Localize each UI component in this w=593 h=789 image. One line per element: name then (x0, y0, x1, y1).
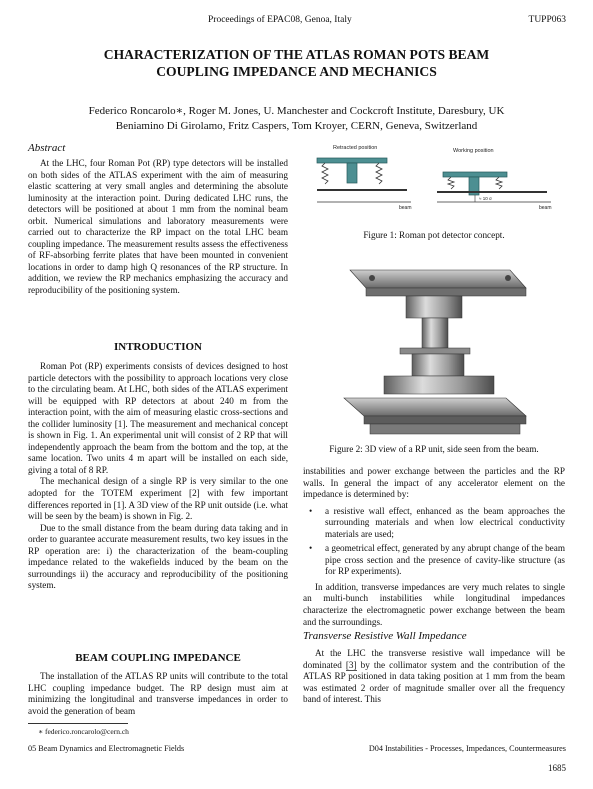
retracted-base (317, 189, 407, 191)
resistive-wall-text-start: At the LHC the transverse resistive wall impedance will be dominated (303, 648, 565, 670)
figure-2-caption: Figure 2: 3D view of a RP unit, side seen from the beam. (329, 444, 539, 454)
impedance-effects-list (303, 506, 565, 578)
title-line-2: COUPLING IMPEDANCE AND MECHANICS (156, 64, 437, 79)
authors-line-1: Federico Roncarolo∗, Roger M. Jones, U. Manchester and Cockcroft Institute, Daresbury, UK (88, 105, 505, 117)
beam-coupling-text (28, 671, 288, 717)
title-line-1: CHARACTERIZATION OF THE ATLAS ROMAN POTS BEAM (103, 47, 490, 62)
retracted-spring-right (376, 163, 382, 184)
introduction-heading: INTRODUCTION (113, 341, 202, 353)
page-number: 1685 (548, 763, 566, 773)
beam-label-left: beam (399, 205, 412, 211)
beam-label-right: beam (539, 205, 552, 211)
footer-left: 05 Beam Dynamics and Electromagnetic Fields (28, 744, 185, 753)
beam-coupling-heading: BEAM COUPLING IMPEDANCE (75, 652, 241, 664)
running-header: Proceedings of EPAC08, Genoa, Italy (208, 15, 352, 25)
list-item-resistive-wall: • a resistive wall effect, enhanced as the beam approaches the surrounding materials and when low electrical conductivity materials are used; (309, 506, 565, 541)
working-label: Working position (453, 148, 494, 154)
retracted-pot-plate (317, 158, 387, 163)
abstract-paragraph: At the LHC, four Roman Pot (RP) type detectors will be installed on both sides of the ATLAS experiment with the aim of measuring elastic scattering at very small angles and determining the absolute luminosity at the interaction point. During dedicated LHC runs, the detectors will be positioned at about 1 mm from the nominal beam orbit. Numerical simulations and laboratory measurements were carried out to characterize the RP impact on the total LHC beam coupling impedance. The measurement results assess the effectiveness of RF-absorbing ferrite plates that have been mounted in convenient locations in order to damp high Q resonances of the RP structure. In addition, we review the RP mechanics emphasizing the accuracy and reproducibility of the positioning system. (28, 158, 288, 296)
paper-title (60, 46, 533, 80)
resistive-wall-text (303, 648, 565, 706)
distance-label: ≈ 10 σ (479, 196, 492, 201)
rp-unit-3d-view (330, 258, 540, 438)
resistive-wall-subheading: Transverse Resistive Wall Impedance (303, 630, 467, 642)
bottom-plate-edge (364, 416, 526, 424)
reference-3-link[interactable]: [3] (345, 659, 357, 670)
impedance-intro-paragraph: instabilities and power exchange between the particles and the RP walls. In general the impact of any accelerator element on the impedance is determined by: (303, 466, 565, 500)
abstract-text (28, 158, 288, 297)
beam-coupling-paragraph: The installation of the ATLAS RP units will contribute to the total LHC coupling impedance budget. The RP design must aim at minimizing the longitudinal and transverse impedances in order to avoid the generation of beam (28, 671, 288, 716)
intro-paragraph-2: The mechanical design of a single RP is very similar to the one adopted for the TOTEM experiment [2] with few important differences reported in [1]. A 3D view of the RP unit outside (i.e. what will be seen by the beam) is shown in Fig. 2. (28, 476, 288, 522)
working-spring-right (496, 177, 502, 189)
paper-code: TUPP063 (528, 15, 566, 25)
working-spring-left (448, 177, 454, 189)
footnote-rule (28, 723, 128, 724)
footnote: ∗ federico.roncarolo@cern.ch (38, 727, 129, 736)
retracted-spring-left (322, 163, 328, 184)
right-column-text (303, 466, 565, 628)
lower-cylinder (384, 376, 494, 394)
top-stem (422, 318, 448, 348)
working-pot-plate (443, 172, 507, 177)
authors-line-2: Beniamino Di Girolamo, Fritz Caspers, Tom Kroyer, CERN, Geneva, Switzerland (115, 120, 478, 132)
bottom-plate (344, 398, 526, 416)
retracted-pot-stem (347, 163, 357, 183)
resistive-wall-text-end: by the collimator system and the contribution of the ATLAS RP positioned in data taking position at 1 mm from the beam was estimated 2 order of magnitude smaller over all the frequency band of interest. This (303, 659, 565, 705)
introduction-text (28, 361, 288, 592)
impedance-summary-paragraph: In addition, transverse impedances are very much relates to single an multi-bunch instabilities while longitudinal impedances characterize the electromagnetic power exchange between the beam and the surroundings. (303, 581, 565, 627)
author-list (40, 104, 553, 134)
top-bellows (406, 296, 462, 318)
intro-paragraph-1: Roman Pot (RP) experiments consists of devices designed to host particle detectors with the possibility to approach locations very close to the circulating beam. At LHC, both sides of the ATLAS experiment will be equipped with RP detectors at about 240 m from the interaction point, with the aim of measuring elastic cross-sections and the collider luminosity [1]. The measurement and mechanical concept is shown in Fig. 1. An experimental unit will consist of 2 RP that will independently approach the beam from the bottom and the top, at the same location. Two units 4 m apart will be installed on each side, giving a total of 8 RP. (28, 361, 288, 475)
bottom-support (370, 424, 520, 434)
intro-paragraph-3: Due to the small distance from the beam during data taking and in order to guarantee accurate measurement results, two key issues in the RP operation are: i) the characterization of the beam-coupling impedance related to the wakefields induced by the beam on the surroundings ii) the accuracy and reproducibility of the positioning system. (28, 522, 288, 591)
top-plate (350, 270, 526, 288)
retracted-label: Retracted position (333, 145, 378, 151)
working-base (437, 191, 547, 193)
figure-1-caption: Figure 1: Roman pot detector concept. (363, 230, 505, 240)
central-flange (400, 348, 470, 354)
top-right-hole (505, 275, 511, 281)
abstract-heading: Abstract (28, 142, 66, 154)
central-chamber (412, 354, 464, 376)
top-left-hole (369, 275, 375, 281)
footer-right: D04 Instabilities - Processes, Impedances, Countermeasures (368, 744, 566, 753)
roman-pot-concept-diagram (303, 142, 565, 224)
top-plate-edge (366, 288, 526, 296)
list-item-geometrical: • a geometrical effect, generated by any abrupt change of the beam pipe cross section and the presence of cavity-like structure (as for RP experiments). (309, 543, 565, 578)
resistive-wall-paragraph (303, 648, 565, 706)
